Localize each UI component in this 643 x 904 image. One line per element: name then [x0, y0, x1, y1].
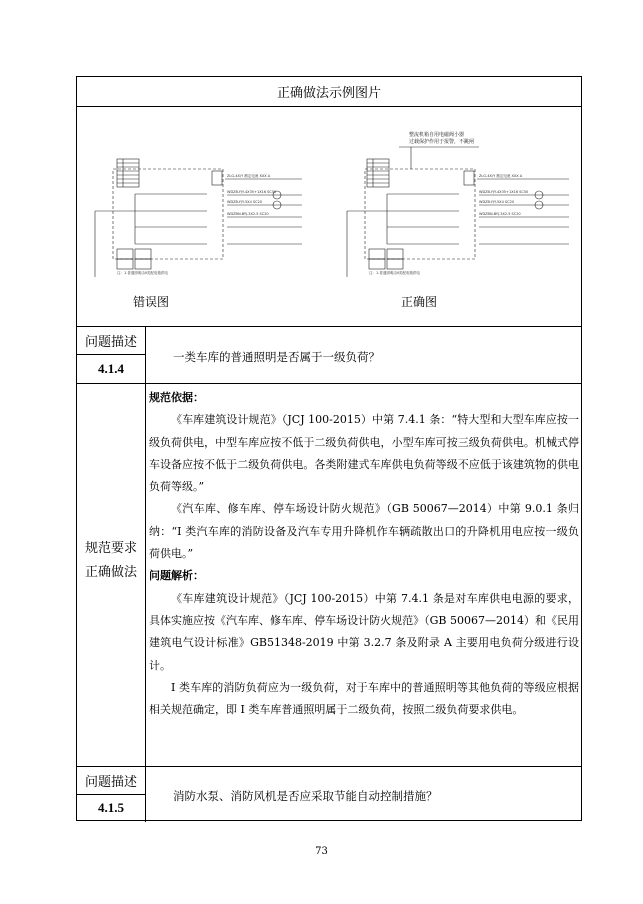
requirements-label-line2: 正确做法	[84, 565, 137, 580]
analysis-paragraph-1: 《车库建筑设计规范》（JCJ 100-2015）中第 7.4.1 条是对车库供电电源的要求，具体实施应按《汽车库、修车库、停车场设计防火规范》（GB 50067—2014）和《民用建筑电气设计标准》GB51348-2019 中第 3.2.7 条及附录 A 主要用电负荷分级进行设计。	[149, 591, 579, 672]
svg-text:WDZB-YJY-4X35+1X16 SC50: WDZB-YJY-4X35+1X16 SC50	[227, 190, 277, 194]
wrong-caption: 错误图	[133, 295, 170, 309]
divider	[77, 326, 581, 327]
svg-text:ZLG-4X/Y 额定电流 XXX A: ZLG-4X/Y 额定电流 XXX A	[227, 174, 271, 178]
basis-heading: 规范依据：	[149, 391, 204, 404]
svg-text:WDZBN-BYJ-3X2.5 SC20: WDZBN-BYJ-3X2.5 SC20	[227, 212, 269, 216]
content-table	[76, 76, 582, 821]
section1-number: 4.1.4	[98, 360, 124, 376]
section2-label: 问题描述	[84, 774, 137, 790]
table-title: 正确做法示例图片	[276, 86, 381, 101]
divider	[77, 106, 581, 107]
svg-text:注：1.普通照明由II类配电箱供电: 注：1.普通照明由II类配电箱供电	[117, 271, 168, 275]
svg-text:WDZBN-BYJ-3X2.5 SC20: WDZBN-BYJ-3X2.5 SC20	[479, 212, 521, 216]
analysis-heading: 问题解析：	[149, 569, 204, 583]
annotation-line-2: 过载保护作用于报警，不跳闸	[409, 139, 475, 145]
column-divider	[145, 766, 146, 822]
annotation-line-1: 整流机箱自用电磁阀小器	[409, 132, 465, 138]
requirements-body	[149, 387, 579, 721]
section1-label: 问题描述	[84, 334, 137, 350]
svg-text:WDZB-YJY-5X4 SC20: WDZB-YJY-5X4 SC20	[227, 200, 263, 204]
basis-paragraph-2: 《汽车库、修车库、停车场设计防火规范》（GB 50067—2014）中第 9.0.1 条归纳：“I 类汽车库的消防设备及汽车专用升降机作车辆疏散出口的升降机用电应按一级负荷供电。”	[149, 502, 579, 561]
svg-text:注：1.普通照明由II类配电箱供电: 注：1.普通照明由II类配电箱供电	[369, 271, 420, 275]
svg-text:WDZB-YJY-5X4 SC20: WDZB-YJY-5X4 SC20	[479, 200, 515, 204]
column-divider	[145, 326, 146, 766]
section1-question: 一类车库的普通照明是否属于一级负荷？	[173, 350, 380, 364]
wrong-diagram	[87, 149, 309, 281]
correct-caption: 正确图	[401, 295, 438, 309]
divider	[77, 766, 581, 767]
section2-question: 消防水泵、消防风机是否应采取节能自动控制措施？	[173, 789, 438, 803]
section2-number: 4.1.5	[98, 800, 124, 815]
svg-text:ZLG-4X/Y 额定电流 XXX A: ZLG-4X/Y 额定电流 XXX A	[479, 174, 523, 178]
requirements-label	[77, 537, 145, 585]
analysis-paragraph-2: I 类车库的消防负荷应为一级负荷，对于车库中的普通照明等其他负荷的等级应根据相关规范确定，即 I 类车库普通照明属于二级负荷，按照二级负荷要求供电。	[149, 680, 579, 717]
requirements-label-line1: 规范要求	[84, 541, 137, 556]
page-number: 73	[315, 846, 328, 857]
svg-text:WDZB-YJY-4X35+1X16 SC50: WDZB-YJY-4X35+1X16 SC50	[479, 190, 529, 194]
divider	[77, 383, 581, 384]
correct-diagram	[339, 129, 575, 281]
basis-paragraph-1: 《车库建筑设计规范》（JCJ 100-2015）中第 7.4.1 条：“特大型和大型车库应按一级负荷供电，中型车库应按不低于二级负荷供电，小型车库可按三级负荷供电。机械式停车设备应按不低于二级负荷供电。各类附建式车库供电负荷等级不应低于该建筑物的供电负荷等级。”	[149, 413, 579, 494]
